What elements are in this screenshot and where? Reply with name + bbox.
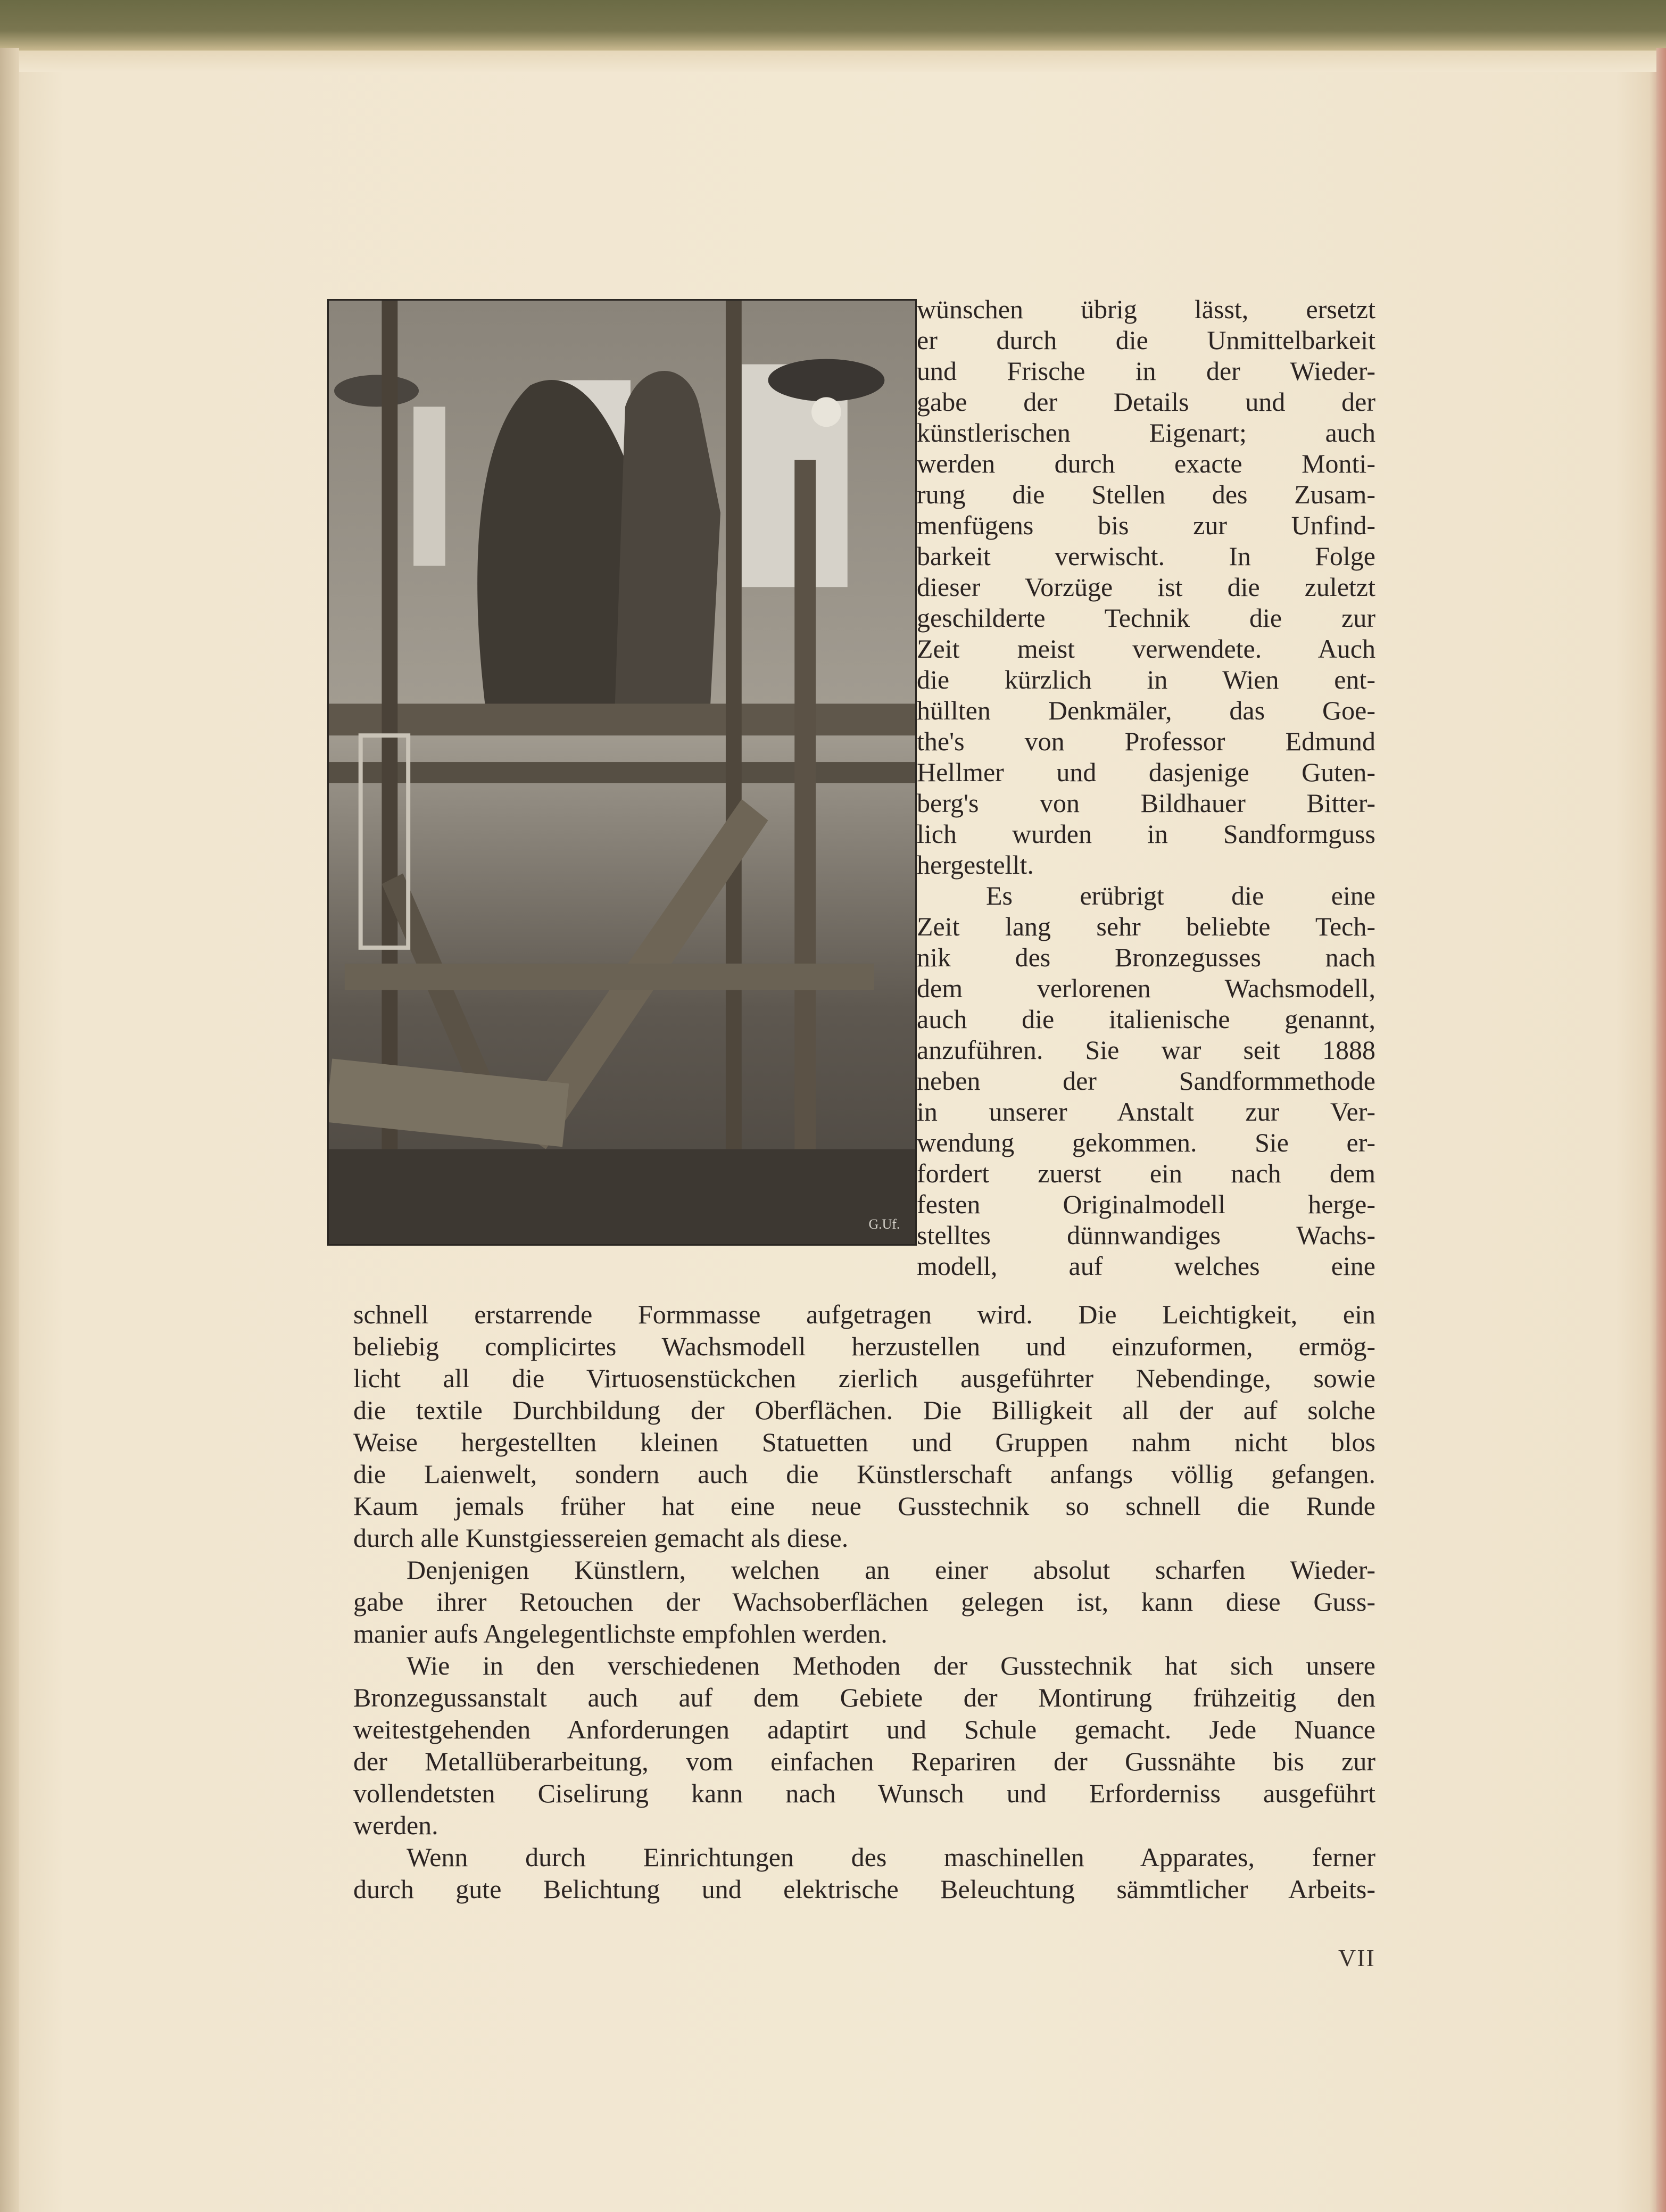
lamp-shade xyxy=(768,359,885,402)
text-line: hüllten Denkmäler, das Goe- xyxy=(917,695,1375,725)
book-gutter xyxy=(0,48,19,2212)
text-line: der Metallüberarbeitung, vom einfachen Repariren der Gussnähte bis zur xyxy=(353,1746,1375,1776)
text-line: Es erübrigt die eine xyxy=(986,881,1375,910)
text-line: berg's von Bildhauer Bitter- xyxy=(917,788,1375,818)
text-line: Denjenigen Künstlern, welchen an einer absolut scharfen Wieder- xyxy=(407,1555,1375,1585)
text-line: die Laienwelt, sondern auch die Künstlerschaft anfangs völlig gefangen. xyxy=(353,1459,1375,1489)
text-line: in unserer Anstalt zur Ver- xyxy=(917,1097,1375,1126)
text-line: Bronzegussanstalt auch auf dem Gebiete der Montirung frühzeitig den xyxy=(353,1683,1375,1712)
text-line: the's von Professor Edmund xyxy=(917,726,1375,756)
text-line: modell, auf welches eine xyxy=(917,1251,1375,1281)
text-line: Zeit meist verwendete. Auch xyxy=(917,634,1375,664)
text-line: Kaum jemals früher hat eine neue Gusstechnik so schnell die Runde xyxy=(353,1491,1375,1521)
text-line: licht all die Virtuosenstückchen zierlich ausgeführter Nebendinge, sowie xyxy=(353,1363,1375,1393)
text-line: rung die Stellen des Zusam- xyxy=(917,479,1375,509)
text-line: werden durch exacte Monti- xyxy=(917,449,1375,478)
page-number: VII xyxy=(1338,1944,1375,1971)
text-line: durch gute Belichtung und elektrische Beleuchtung sämmtlicher Arbeits- xyxy=(353,1874,1375,1904)
text-line: Hellmer und dasjenige Guten- xyxy=(917,757,1375,787)
text-line: hergestellt. xyxy=(917,850,1034,880)
text-line: vollendetsten Ciselirung kann nach Wunsch und Erforderniss ausgeführt xyxy=(353,1778,1375,1808)
text-line: anzuführen. Sie war seit 1888 xyxy=(917,1035,1375,1065)
text-line: geschilderte Technik die zur xyxy=(917,603,1375,633)
text-line: und Frische in der Wieder- xyxy=(917,356,1375,386)
text-line: fordert zuerst ein nach dem xyxy=(917,1158,1375,1188)
photographer-signature: G.Uf. xyxy=(868,1216,900,1232)
text-line: dieser Vorzüge ist die zuletzt xyxy=(917,572,1375,602)
text-line: menfügens bis zur Unfind- xyxy=(917,510,1375,540)
text-line: manier aufs Angelegentlichste empfohlen werden. xyxy=(353,1619,888,1648)
right-text-column xyxy=(917,294,1375,1281)
text-line: beliebig complicirtes Wachsmodell herzustellen und einzuformen, ermög- xyxy=(353,1331,1375,1361)
text-line: werden. xyxy=(353,1810,438,1840)
text-line: nik des Bronzegusses nach xyxy=(917,942,1375,972)
text-line: stelltes dünnwandiges Wachs- xyxy=(917,1220,1375,1250)
text-line: weitestgehenden Anforderungen adaptirt und Schule gemacht. Jede Nuance xyxy=(353,1714,1375,1744)
text-line: wünschen übrig lässt, ersetzt xyxy=(917,294,1375,324)
full-width-text xyxy=(353,1298,1375,1905)
text-line: Weise hergestellten kleinen Statuetten und Gruppen nahm nicht blos xyxy=(353,1427,1375,1457)
text-line: er durch die Unmittelbarkeit xyxy=(917,325,1375,355)
photo-illustration xyxy=(329,301,915,1244)
text-line: auch die italienische genannt, xyxy=(917,1004,1375,1034)
text-line: Zeit lang sehr beliebte Tech- xyxy=(917,912,1375,941)
page-top-shadow xyxy=(0,51,1666,72)
text-line: gabe ihrer Retouchen der Wachsoberflächen gelegen ist, kann diese Guss- xyxy=(353,1587,1375,1617)
text-line: wendung gekommen. Sie er- xyxy=(917,1128,1375,1157)
text-line: Wie in den verschiedenen Methoden der Gusstechnik hat sich unsere xyxy=(407,1651,1375,1680)
book-cover-edge xyxy=(0,0,1666,51)
text-line: die kürzlich in Wien ent- xyxy=(917,665,1375,694)
text-line: die textile Durchbildung der Oberflächen. Die Billigkeit all der auf solche xyxy=(353,1395,1375,1425)
text-line: barkeit verwischt. In Folge xyxy=(917,541,1375,571)
text-line: lich wurden in Sandformguss xyxy=(917,819,1375,849)
text-line: gabe der Details und der xyxy=(917,387,1375,417)
text-line: Wenn durch Einrichtungen des maschinellen Apparates, ferner xyxy=(407,1842,1375,1872)
text-line: dem verlorenen Wachsmodell, xyxy=(917,973,1375,1003)
text-line: neben der Sandformmethode xyxy=(917,1066,1375,1096)
text-line: durch alle Kunstgiessereien gemacht als diese. xyxy=(353,1523,849,1553)
text-line: festen Originalmodell herge- xyxy=(917,1189,1375,1219)
text-line: schnell erstarrende Formmasse aufgetragen wird. Die Leichtigkeit, ein xyxy=(353,1299,1375,1329)
page-right-edge xyxy=(1656,48,1666,2212)
text-line: künstlerischen Eigenart; auch xyxy=(917,418,1375,448)
workshop-photograph xyxy=(327,299,917,1246)
